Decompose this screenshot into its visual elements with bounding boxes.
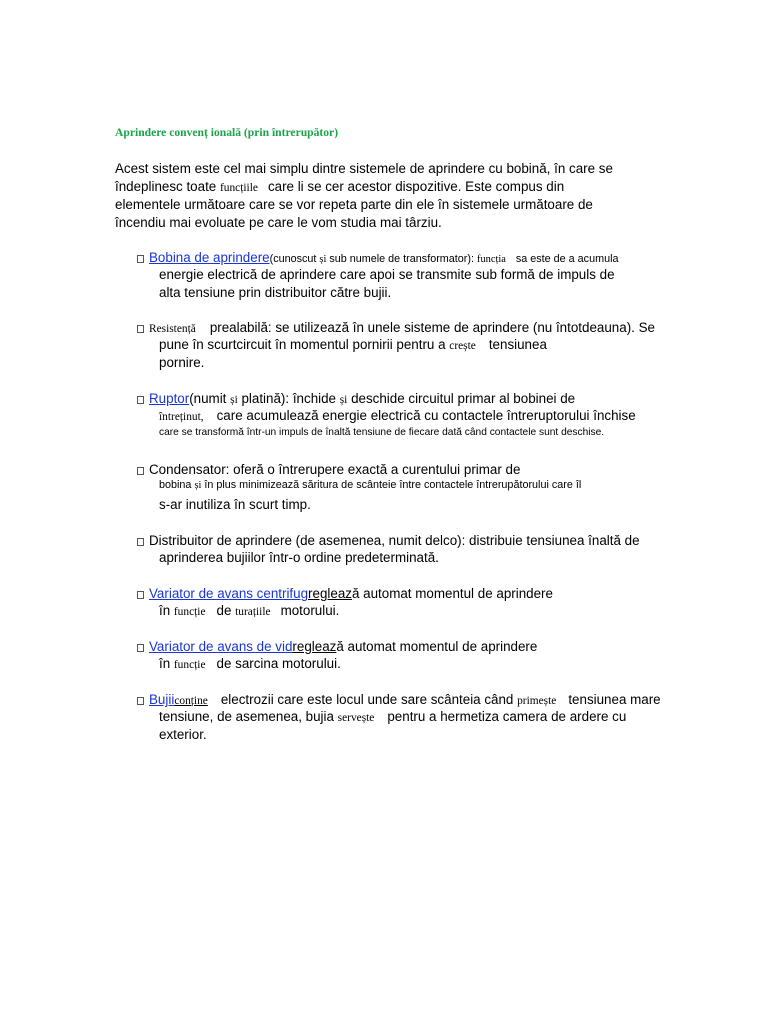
checkbox-icon — [137, 644, 144, 652]
intro-line-3: elementele următoare care se vor repeta parte din ele în sistemele următoare de — [115, 197, 593, 212]
checkbox-icon — [137, 697, 144, 705]
list-item-variator-centrifug-line-2: în funcție de turațiile motorului. — [159, 603, 340, 618]
checkbox-icon — [137, 325, 144, 333]
checkbox-icon — [137, 538, 144, 546]
bujii-link[interactable]: Bujii — [149, 692, 175, 707]
list-item-rezistenta-line-1: Resistență prealabilă: se utilizează în unele sisteme de aprindere (nu întotdeauna). Se — [137, 320, 655, 336]
list-item-bobina-line-2: energie electrică de aprindere care apoi se transmite sub formă de impuls de — [159, 267, 615, 282]
ruptor-link[interactable]: Ruptor — [149, 391, 190, 406]
list-item-condensator-line-2: bobina și în plus minimizează săritura de scânteie între contactele întrerupătorului care îl — [159, 479, 582, 491]
list-item-variator-centrifug-line-1: Variator de avans centrifugreglează automat momentul de aprindere — [137, 586, 553, 602]
list-item-rezistenta-line-3: pornire. — [159, 355, 205, 370]
list-item-ruptor-line-2: întreținut, care acumulează energie electrică cu contactele întreruptorului închise — [159, 408, 636, 423]
variator-centrifug-link[interactable]: Variator de avans centrifug — [149, 586, 309, 601]
list-item-condensator-line-1: Condensator: oferă o întrerupere exactă a curentului primar de — [137, 462, 520, 478]
checkbox-icon — [137, 255, 144, 263]
list-item-ruptor-line-1: Ruptor(numit și platină): închide și deschide circuitul primar al bobinei de — [137, 391, 575, 407]
checkbox-icon — [137, 467, 144, 475]
intro-line-4: încendiu mai evoluate pe care le vom studia mai târziu. — [115, 215, 442, 230]
list-item-variator-vid-line-2: în funcție de sarcina motorului. — [159, 656, 341, 671]
intro-line-2: îndeplinesc toate funcțiile care li se cer acestor dispozitive. Este compus din — [115, 179, 565, 194]
list-item-bujii-line-3: exterior. — [159, 727, 207, 742]
list-item-bobina-line-1: Bobina de aprindere(cunoscut și sub numele de transformator): funcția sa este de a acumula — [137, 250, 618, 266]
list-item-condensator-line-3: s-ar inutiliza în scurt timp. — [159, 497, 311, 512]
list-item-distribuitor-line-1: Distribuitor de aprindere (de asemenea, numit delco): distribuie tensiunea înaltă de — [137, 533, 640, 549]
list-item-bujii-line-2: tensiune, de asemenea, bujia servește pentru a hermetiza camera de ardere cu — [159, 709, 627, 724]
list-item-ruptor-line-3: care se transformă într-un impuls de înaltă tensiune de fiecare dată când contactele sunt deschise. — [159, 427, 605, 438]
list-item-variator-vid-line-1: Variator de avans de vidreglează automat momentul de aprindere — [137, 639, 537, 655]
bobina-link[interactable]: Bobina de aprindere — [149, 250, 270, 265]
section-title: Aprindere convenț ională (prin întrerupător) — [115, 126, 339, 139]
list-item-bujii-line-1: Bujiiconține electrozii care este locul unde sare scânteia când primește tensiunea mare — [137, 692, 661, 708]
list-item-rezistenta-line-2: pune în scurtcircuit în momentul pornirii pentru a crește tensiunea — [159, 337, 547, 352]
checkbox-icon — [137, 591, 144, 599]
intro-line-1: Acest sistem este cel mai simplu dintre sistemele de aprindere cu bobină, în care se — [115, 161, 613, 176]
variator-vid-link[interactable]: Variator de avans de vid — [149, 639, 293, 654]
checkbox-icon — [137, 396, 144, 404]
list-item-distribuitor-line-2: aprinderea bujiilor într-o ordine predeterminată. — [159, 550, 439, 565]
list-item-bobina-line-3: alta tensiune prin distribuitor către bujii. — [159, 285, 392, 300]
